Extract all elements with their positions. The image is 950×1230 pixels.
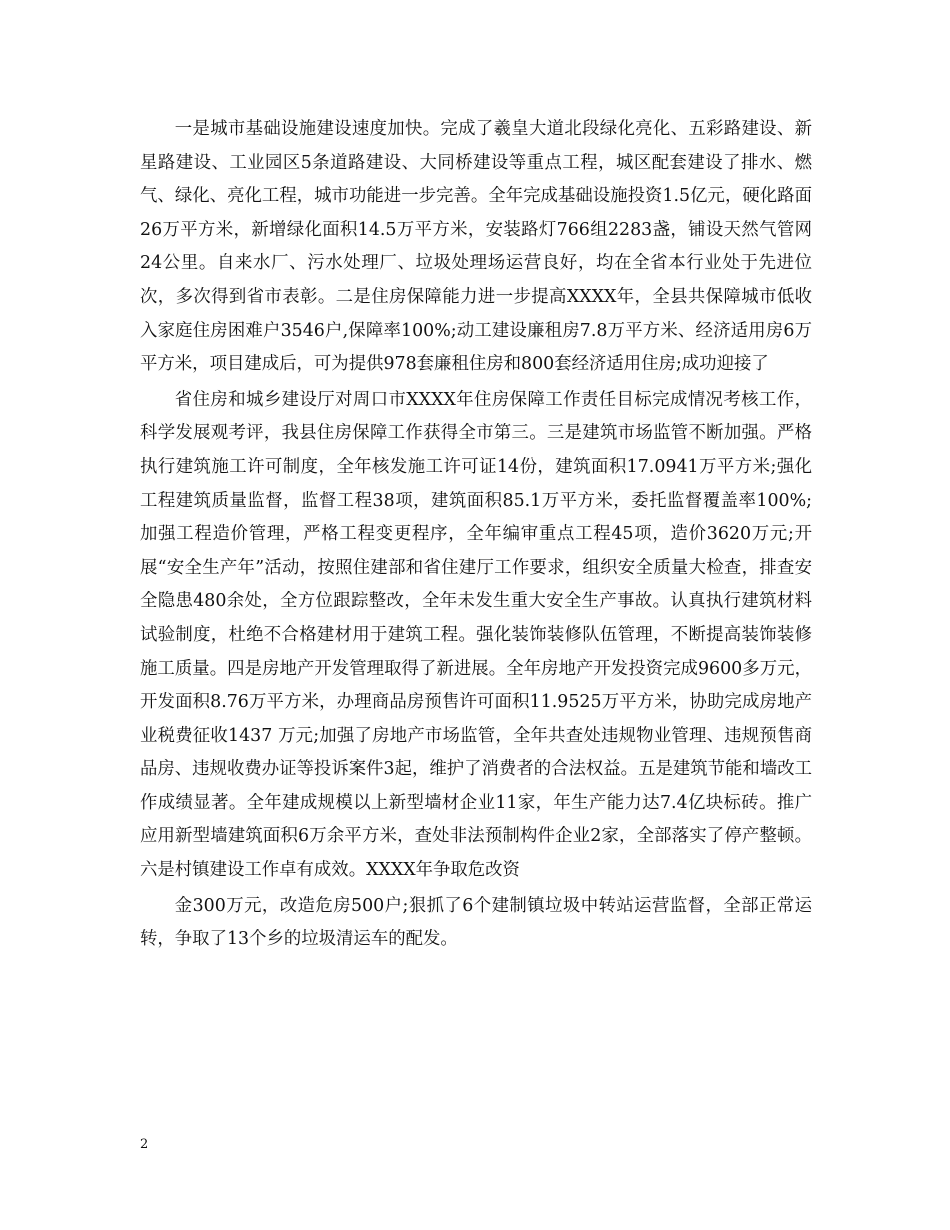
document-body (140, 113, 812, 959)
paragraph-3: 金300万元，改造危房500户;狠抓了6个建制镇垃圾中转站运营监督，全部正常运转，争取了13个乡的垃圾清运车的配发。 (140, 895, 812, 950)
paragraph-1: 一是城市基础设施建设速度加快。完成了羲皇大道北段绿化亮化、五彩路建设、新星路建设、工业园区5条道路建设、大同桥建设等重点工程，城区配套建设了排水、燃气、绿化、亮化工程，城市功能进一步完善。全年完成基础设施投资1.5亿元，硬化路面26万平方米，新增绿化面积14.5万平方米，安装路灯766组2283盏，铺设天然气管网24公里。自来水厂、污水处理厂、垃圾处理场运营良好，均在全省本行业处于先进位次，多次得到省市表彰。二是住房保障能力进一步提高XXXX年，全县共保障城市低收入家庭住房困难户3546户,保障率100%;动工建设廉租房7.8万平方米、经济适用房6万平方米，项目建成后，可为提供978套廉租住房和800套经济适用住房;成功迎接了 (140, 119, 812, 375)
paragraph-2: 省住房和城乡建设厅对周口市XXXX年住房保障工作责任目标完成情况考核工作，科学发展观考评，我县住房保障工作获得全市第三。三是建筑市场监管不断加强。严格执行建筑施工许可制度，全年核发施工许可证14份，建筑面积17.0941万平方米;强化工程建筑质量监督，监督工程38项，建筑面积85.1万平方米，委托监督覆盖率100%;加强工程造价管理，严格工程变更程序，全年编审重点工程45项，造价3620万元;开展“安全生产年”活动，按照住建部和省住建厅工作要求，组织安全质量大检查，排查安全隐患480余处，全方位跟踪整改，全年未发生重大安全生产事故。认真执行建筑材料试验制度，杜绝不合格建材用于建筑工程。强化装饰装修队伍管理，不断提高装饰装修施工质量。四是房地产开发管理取得了新进展。全年房地产开发投资完成9600多万元，开发面积8.76万平方米，办理商品房预售许可面积11.9525万平方米，协助完成房地产业税费征收1437 万元;加强了房地产市场监管，全年共查处违规物业管理、违规预售商品房、违规收费办证等投诉案件3起，维护了消费者的合法权益。五是建筑节能和墙改工作成绩显著。全年建成规模以上新型墙材企业11家，年生产能力达7.4亿块标砖。推广应用新型墙建筑面积6万余平方米，查处非法预制构件企业2家，全部落实了停产整顿。六是村镇建设工作卓有成效。XXXX年争取危改资 (140, 389, 812, 881)
page-number: 2 (140, 1137, 149, 1152)
